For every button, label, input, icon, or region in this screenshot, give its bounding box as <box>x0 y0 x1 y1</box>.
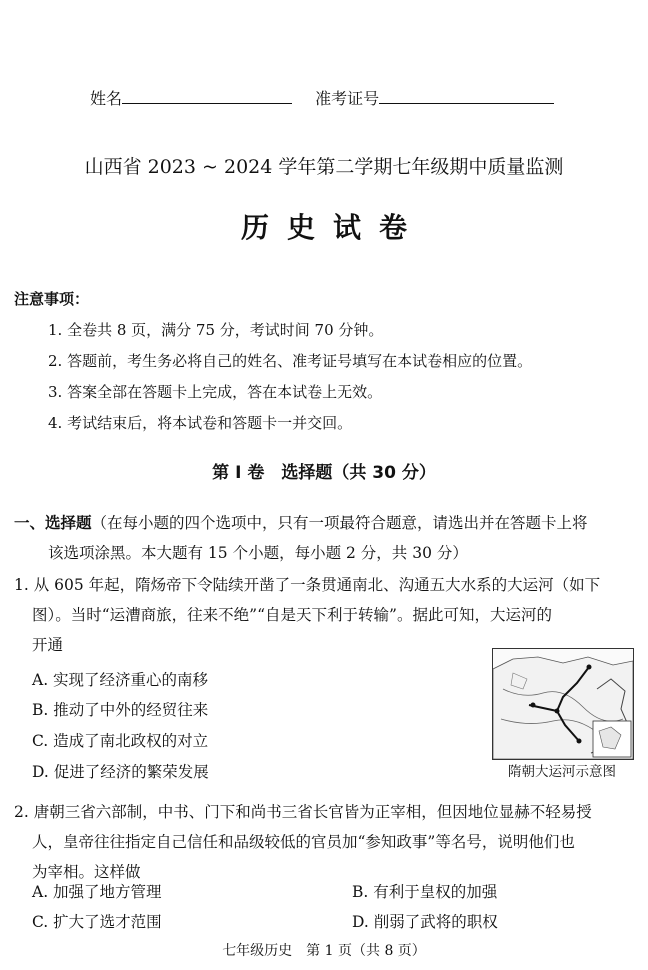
q1-option-d: D. 促进了经济的繁荣发展 <box>32 763 209 781</box>
q2-stem-line1: 2. 唐朝三省六部制，中书、门下和尚书三省长官皆为正宰相，但因地位显赫不轻易授 <box>14 803 592 821</box>
q2-option-b: B. 有利于皇权的加强 <box>352 883 498 901</box>
note-item: 4. 考试结束后，将本试卷和答题卡一并交回。 <box>48 414 353 432</box>
q1-stem-line2: 图）。当时“运漕商旅，往来不绝”“自是天下利于转输”。据此可知，大运河的 <box>32 606 552 624</box>
page-footer: 七年级历史 第 1 页（共 8 页） <box>222 943 426 959</box>
grand-canal-map <box>492 648 634 760</box>
q2-stem-line2: 人，皇帝往往指定自己信任和品级较低的官员加“参知政事”等名号，说明他们也 <box>32 833 575 851</box>
q2-option-c: C. 扩大了选才范围 <box>32 913 162 931</box>
notes-heading: 注意事项： <box>14 290 90 308</box>
name-label: 姓名 <box>90 89 123 108</box>
exam-no-field[interactable] <box>379 89 554 104</box>
part1-instruction-line1: 一、选择题（在每小题的四个选项中，只有一项最符合题意，请选出并在答题卡上将 <box>14 514 588 532</box>
part1-lead: 一、选择题 <box>14 514 92 532</box>
q1-option-a: A. 实现了经济重心的南移 <box>32 671 209 689</box>
q1-option-c: C. 造成了南北政权的对立 <box>32 732 209 750</box>
note-item: 3. 答案全部在答题卡上完成，答在本试卷上无效。 <box>48 383 383 401</box>
q1-option-b: B. 推动了中外的经贸往来 <box>32 701 209 719</box>
name-field[interactable] <box>122 89 292 104</box>
q1-stem-line3: 开通 <box>32 636 64 654</box>
q2-option-a: A. 加强了地方管理 <box>32 883 162 901</box>
subject-title: 历史试卷 <box>240 211 425 244</box>
exam-no-label: 准考证号 <box>315 89 380 108</box>
note-item: 1. 全卷共 8 页，满分 75 分，考试时间 70 分钟。 <box>48 321 384 339</box>
note-item: 2. 答题前，考生务必将自己的姓名、准考证号填写在本试卷相应的位置。 <box>48 352 533 370</box>
exam-title: 山西省 2023 ~ 2024 学年第二学期七年级期中质量监测 <box>84 156 564 178</box>
map-caption: 隋朝大运河示意图 <box>508 764 616 780</box>
q1-stem-line1: 1. 从 605 年起，隋炀帝下令陆续开凿了一条贯通南北、沟通五大水系的大运河（如下 <box>14 576 601 594</box>
q2-option-d: D. 削弱了武将的职权 <box>352 913 498 931</box>
name-exam-no-line <box>90 86 554 109</box>
q2-stem-line3: 为宰相。这样做 <box>32 863 141 881</box>
section-title: 第 Ⅰ 卷 选择题（共 30 分） <box>212 463 436 483</box>
part1-instruction-line2: 该选项涂黑。本大题有 15 个小题，每小题 2 分，共 30 分） <box>48 544 468 562</box>
